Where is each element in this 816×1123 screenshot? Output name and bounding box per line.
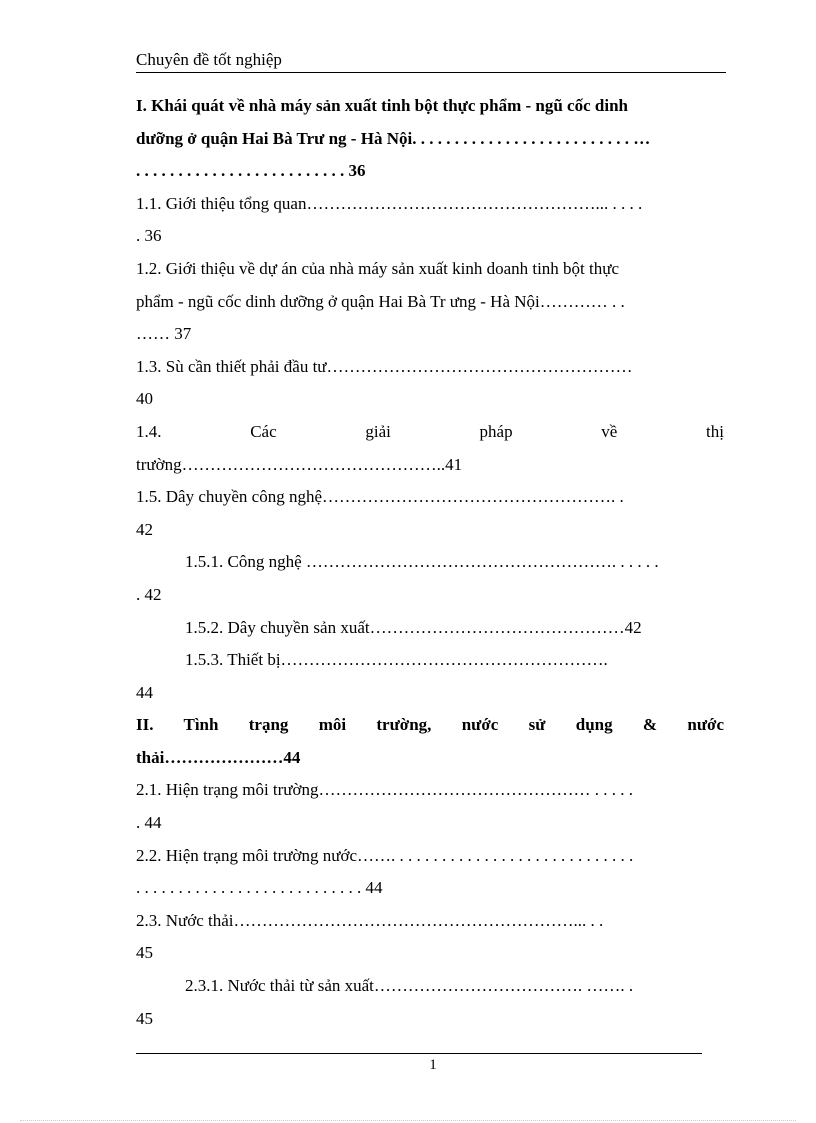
toc-line: 45	[136, 1008, 153, 1028]
toc-line: 1.4. Các giải pháp về thị	[136, 421, 724, 441]
toc-line: 1.2. Giới thiệu về dự án của nhà máy sản xuất kinh doanh tinh bột thực	[136, 258, 620, 278]
toc-line: 44	[136, 682, 153, 702]
toc-line: 40	[136, 389, 153, 409]
toc-line: 1.5.3. Thiết bị………………………………………………….	[185, 650, 608, 670]
toc-line: . . . . . . . . . . . . . . . . . . . . . . . . . 36	[136, 161, 366, 181]
page-edge-divider	[20, 1120, 796, 1121]
toc-line: 1.5.1. Công nghệ ………………………………………………. . . . . .	[185, 552, 659, 572]
toc-line: . . . . . . . . . . . . . . . . . . . . . . . . . . . 44	[136, 878, 383, 898]
toc-line: 42	[136, 519, 153, 539]
header-title: Chuyên đề tốt nghiệp	[136, 50, 282, 69]
table-of-contents	[136, 90, 724, 1035]
toc-line: phẩm - ngũ cốc dinh dưỡng ở quận Hai Bà Tr ưng - Hà Nội………… . .	[136, 291, 625, 311]
toc-line: 2.3. Nước thải……………………………………………………... . .	[136, 910, 604, 930]
toc-line: thải…………………44	[136, 747, 301, 767]
footer-divider	[136, 1053, 702, 1054]
toc-line: 1.5. Dây chuyền công nghệ……………………………………………. .	[136, 487, 624, 507]
toc-line: 1.5.2. Dây chuyền sản xuất………………………………………42	[185, 617, 642, 637]
toc-line: trường………………………………………..41	[136, 454, 463, 474]
page-number: 1	[429, 1057, 437, 1073]
toc-line: I. Khái quát về nhà máy sản xuất tinh bột thực phẩm - ngũ cốc dinh	[136, 96, 628, 115]
toc-line: dưỡng ở quận Hai Bà Trư ng - Hà Nội. . . . . . . . . . . . . . . . . . . . . . . . . . …	[136, 128, 651, 148]
toc-line: 2.3.1. Nước thải từ sản xuất………………………………. ……. .	[185, 976, 634, 996]
toc-line: 1.1. Giới thiệu tổng quan……………………………………………... . . . .	[136, 193, 643, 213]
toc-line: . 44	[136, 813, 162, 833]
toc-line: 1.3. Sù cần thiết phải đầu tư………………………………………………	[136, 356, 633, 376]
toc-line: . 42	[136, 584, 162, 604]
toc-line: 45	[136, 943, 153, 963]
toc-line: . 36	[136, 226, 162, 246]
toc-line: …… 37	[136, 324, 192, 344]
toc-line: 2.2. Hiện trạng môi trường nước……. . . . . . . . . . . . . . . . . . . . . . . . . . . . .	[136, 845, 634, 865]
toc-line: II. Tình trạng môi trường, nước sử dụng & nước	[136, 715, 724, 735]
toc-line: 2.1. Hiện trạng môi trường………………………………………… . . . . .	[136, 780, 634, 800]
running-header	[136, 48, 726, 73]
